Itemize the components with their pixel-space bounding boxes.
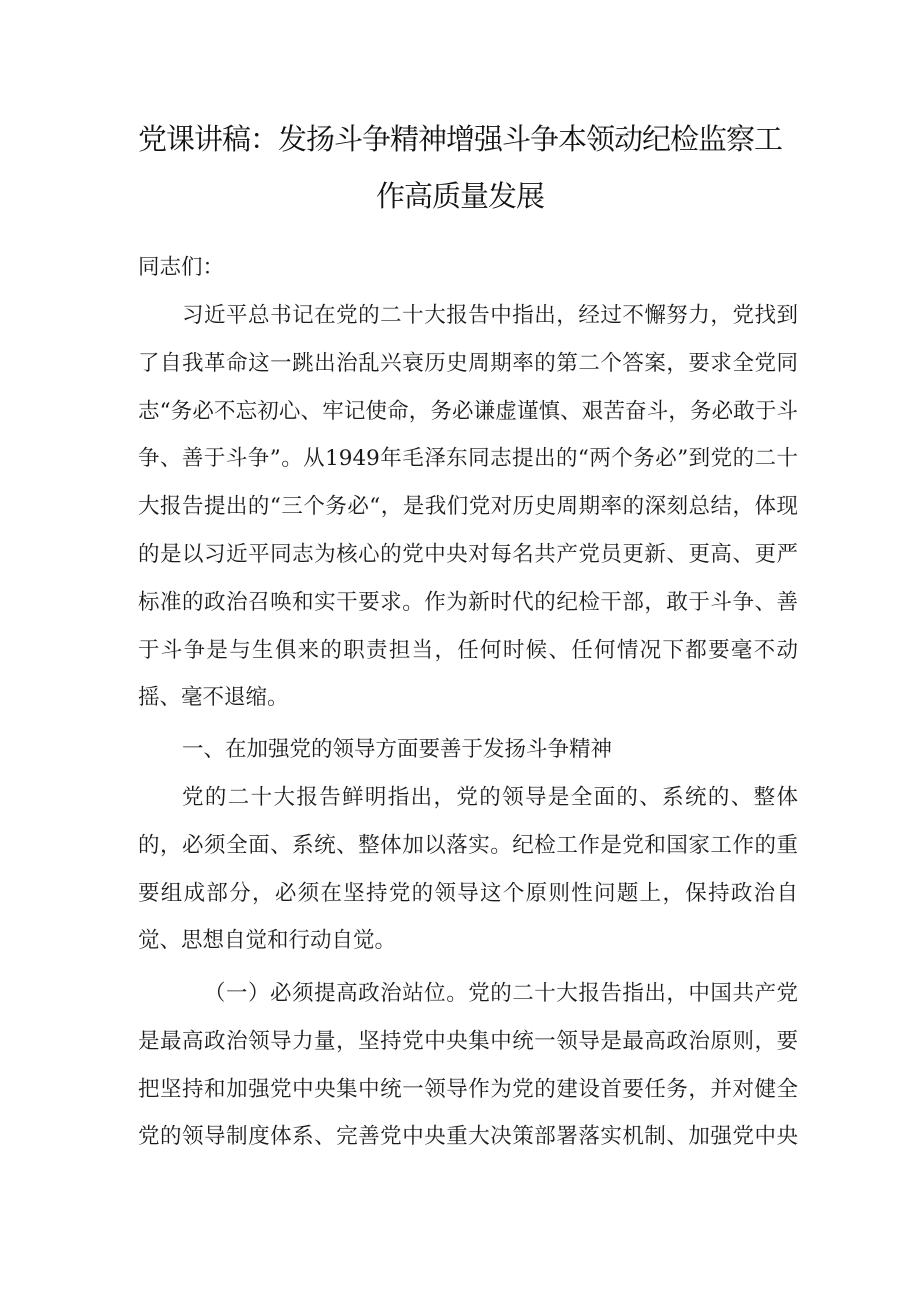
section-heading-1: 一、在加强党的领导方面要善于发扬斗争精神 bbox=[182, 737, 613, 762]
paragraph-1: 习近平总书记在党的二十大报告中指出，经过不懈努力，党找到了自我革命这一跳出治乱兴衰历史周期率的第二个答案，要求全党同志“务必不忘初心、牢记使命，务必谦虚谨慎、艰苦奋斗，务必敢于斗争、善于斗争”。从1949年毛泽东同志提出的“两个务必”到党的二十大报告提出的“三个务必“，是我们党对历史周期率的深刻总结，体现的是以习近平同志为核心的党中央对每名共产党员更新、更高、更严标准的政治召唤和实干要求。作为新时代的纪检干部，敢于斗争、善于斗争是与生俱来的职责担当，任何时候、任何情况下都要毫不动摇、毫不退缩。 bbox=[138, 303, 798, 711]
salutation: 同志们： bbox=[138, 255, 225, 280]
document-title-line-2: 作高质量发展 bbox=[375, 179, 544, 213]
paragraph-2: 党的二十大报告鲜明指出，党的领导是全面的、系统的、整体的，必须全面、系统、整体加以落实。纪检工作是党和国家工作的重要组成部分，必须在坚持党的领导这个原则性问题上，保持政治自觉、思想自觉和行动自觉。 bbox=[138, 785, 798, 954]
paragraph-3: （一）必须提高政治站位。党的二十大报告指出，中国共产党是最高政治领导力量，坚持党中央集中统一领导是最高政治原则，要把坚持和加强党中央集中统一领导作为党的建设首要任务，并对健全党的领导制度体系、完善党中央重大决策部署落实机制、加强党中央 bbox=[138, 981, 798, 1150]
document-title-line-1: 党课讲稿：发扬斗争精神增强斗争本领动纪检监察工 bbox=[137, 122, 782, 156]
